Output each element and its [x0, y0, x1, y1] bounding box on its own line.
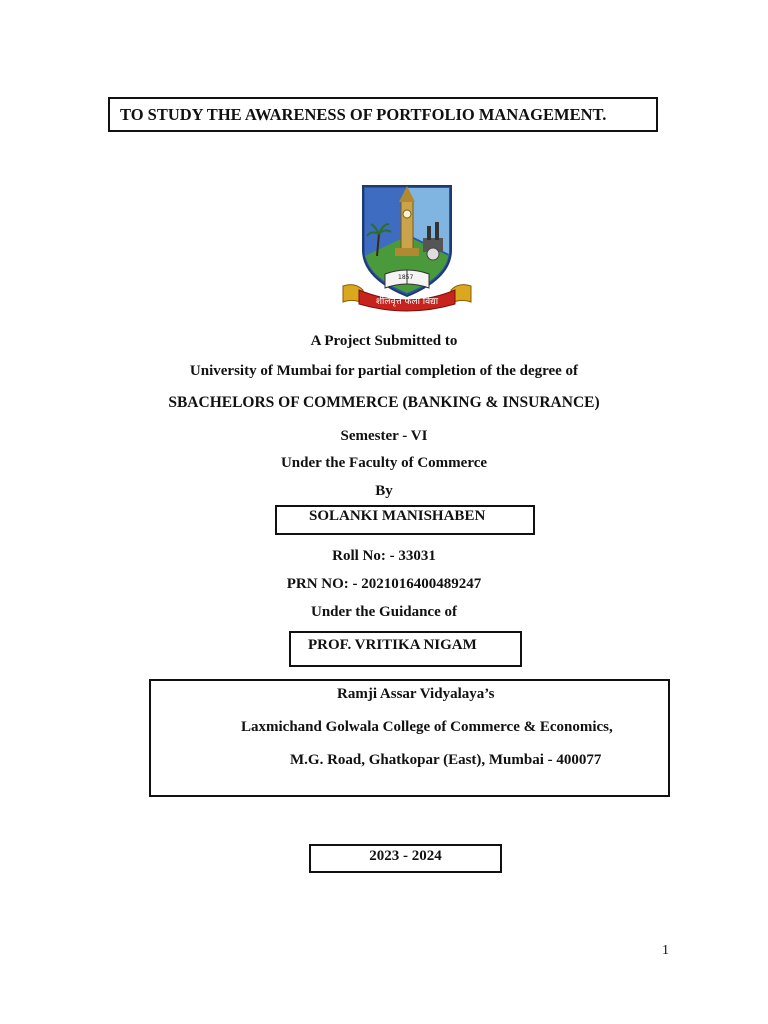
university-line: University of Mumbai for partial completion of the degree of	[189, 363, 579, 379]
university-crest-icon	[335, 178, 479, 314]
project-title: TO STUDY THE AWARENESS OF PORTFOLIO MANAGEMENT.	[120, 105, 607, 124]
title-box	[108, 97, 658, 132]
degree-line: SBACHELORS OF COMMERCE (BANKING & INSURANCE)	[168, 394, 600, 411]
college-box	[149, 679, 670, 797]
guidance-label: Under the Guidance of	[311, 604, 457, 620]
logo-motto: शीलवृत्त फला विद्या	[375, 297, 439, 307]
logo-year: 1857	[398, 274, 414, 281]
university-logo	[335, 178, 479, 314]
submitted-to: A Project Submitted to	[310, 333, 458, 349]
student-name-box	[275, 505, 535, 535]
academic-year: 2023 - 2024	[369, 848, 442, 864]
page-number: 1	[662, 943, 669, 958]
guide-name: PROF. VRITIKA NIGAM	[308, 637, 477, 653]
year-box	[309, 844, 502, 873]
roll-number: Roll No: - 33031	[332, 548, 436, 564]
prn-number: PRN NO: - 2021016400489247	[286, 576, 482, 592]
by-line: By	[375, 483, 393, 499]
faculty-line: Under the Faculty of Commerce	[280, 455, 488, 471]
guide-box	[289, 631, 522, 667]
college-line-3: M.G. Road, Ghatkopar (East), Mumbai - 400077	[290, 752, 602, 768]
semester-line: Semester - VI	[340, 428, 428, 444]
college-line-2: Laxmichand Golwala College of Commerce & Economics,	[241, 719, 613, 735]
college-line-1: Ramji Assar Vidyalaya’s	[337, 686, 495, 702]
student-name: SOLANKI MANISHABEN	[309, 508, 486, 524]
